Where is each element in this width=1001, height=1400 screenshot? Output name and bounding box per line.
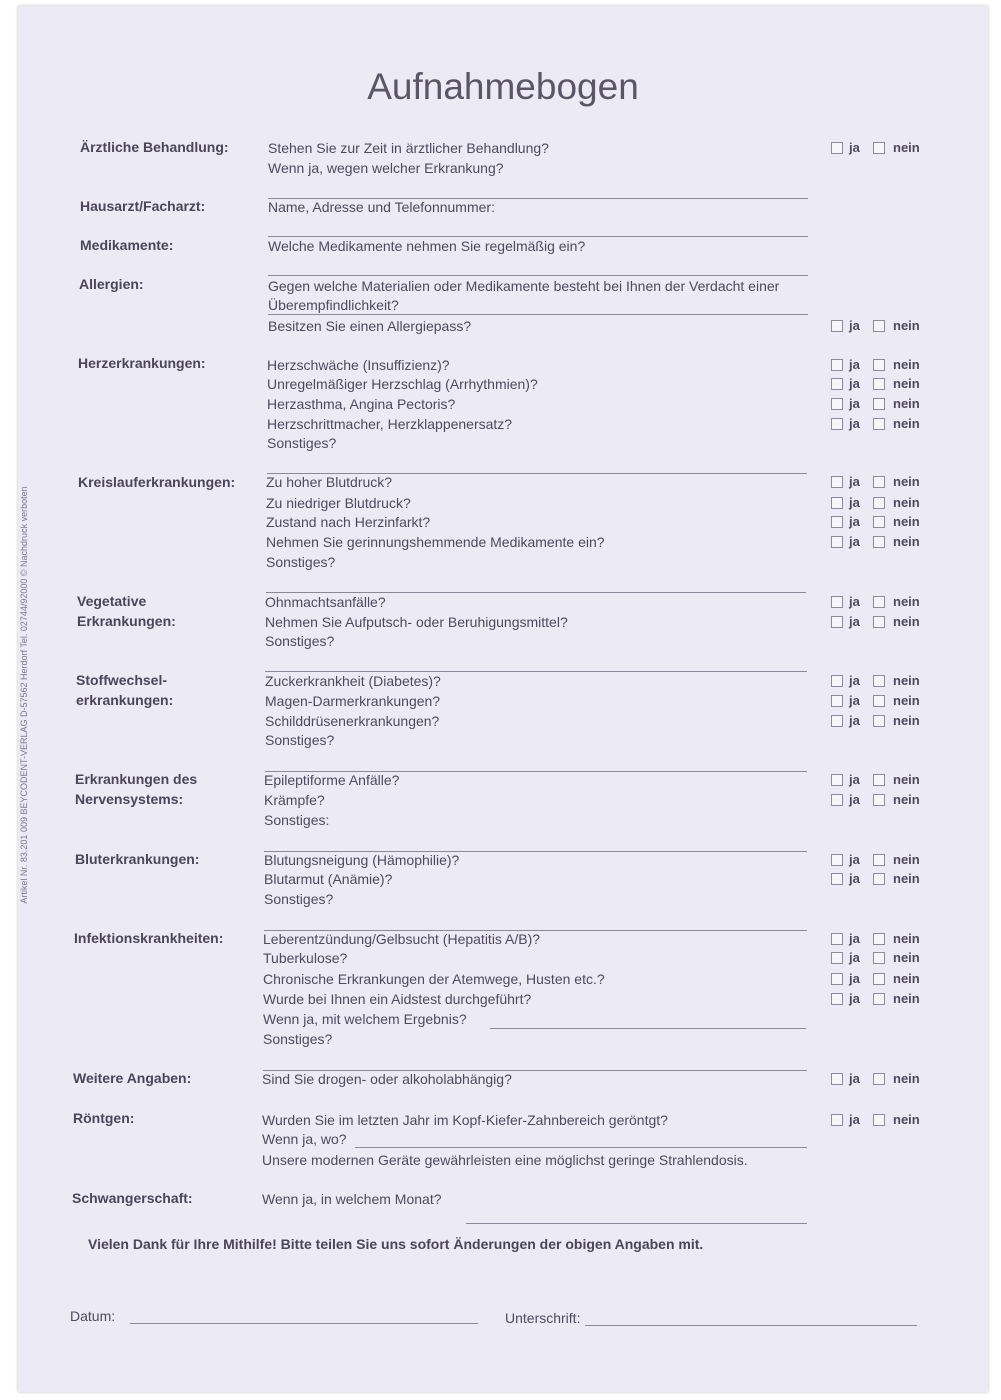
question-text: Überempfindlichkeit? <box>268 297 399 313</box>
section-label: Allergien: <box>79 276 144 292</box>
question-text: Leberentzündung/Gelbsucht (Hepatitis A/B)? <box>263 931 541 947</box>
no-checkbox[interactable] <box>873 418 885 430</box>
section-label: Ärztliche Behandlung: <box>80 139 229 155</box>
yes-label: ja <box>849 971 860 986</box>
question-text: Herzschrittmacher, Herzklappenersatz? <box>267 416 513 432</box>
yes-checkbox[interactable] <box>831 973 843 985</box>
yes-label: ja <box>849 950 860 965</box>
no-checkbox[interactable] <box>873 854 885 866</box>
yes-checkbox[interactable] <box>831 516 843 528</box>
no-label: nein <box>893 1071 920 1086</box>
section-label: Hausarzt/Facharzt: <box>80 198 206 214</box>
no-checkbox[interactable] <box>873 715 885 727</box>
no-label: nein <box>893 495 920 510</box>
question-text: Chronische Erkrankungen der Atemwege, Husten etc.? <box>263 971 605 987</box>
question-text: Sonstiges? <box>267 435 337 451</box>
section-label: Medikamente: <box>80 237 174 253</box>
no-checkbox[interactable] <box>873 142 885 154</box>
question-text: Tuberkulose? <box>263 950 348 966</box>
no-label: nein <box>893 396 920 411</box>
question-text: Sonstiges? <box>263 1031 333 1047</box>
no-checkbox[interactable] <box>873 794 885 806</box>
section-label: Vegetative Erkrankungen: <box>77 593 176 629</box>
no-label: nein <box>893 614 920 629</box>
no-label: nein <box>893 991 920 1006</box>
answer-line[interactable] <box>490 1028 806 1029</box>
question-text: Sonstiges? <box>265 732 335 748</box>
yes-checkbox[interactable] <box>831 142 843 154</box>
no-checkbox[interactable] <box>873 359 885 371</box>
no-checkbox[interactable] <box>873 378 885 390</box>
question-text: Wenn ja, mit welchem Ergebnis? <box>263 1011 467 1027</box>
date-line[interactable] <box>130 1323 478 1324</box>
no-checkbox[interactable] <box>873 497 885 509</box>
question-text: Stehen Sie zur Zeit in ärztlicher Behandlung? <box>268 140 549 156</box>
yes-label: ja <box>849 318 860 333</box>
no-label: nein <box>893 594 920 609</box>
yes-checkbox[interactable] <box>831 675 843 687</box>
yes-checkbox[interactable] <box>831 476 843 488</box>
no-checkbox[interactable] <box>873 675 885 687</box>
yes-label: ja <box>849 495 860 510</box>
yes-label: ja <box>849 693 860 708</box>
question-text: Wenn ja, wo? <box>262 1131 347 1147</box>
question-text: Blutarmut (Anämie)? <box>264 871 393 887</box>
yes-checkbox[interactable] <box>831 933 843 945</box>
yes-label: ja <box>849 474 860 489</box>
no-label: nein <box>893 931 920 946</box>
no-label: nein <box>893 514 920 529</box>
yes-label: ja <box>849 871 860 886</box>
no-checkbox[interactable] <box>873 695 885 707</box>
section-label: Herzerkrankungen: <box>78 355 206 371</box>
section-label: Erkrankungen des Nervensystems: <box>75 771 198 807</box>
yes-label: ja <box>849 772 860 787</box>
no-label: nein <box>893 971 920 986</box>
answer-line[interactable] <box>268 314 808 315</box>
no-checkbox[interactable] <box>873 1073 885 1085</box>
no-checkbox[interactable] <box>873 873 885 885</box>
yes-label: ja <box>849 534 860 549</box>
question-text: Zu hoher Blutdruck? <box>266 474 393 490</box>
no-label: nein <box>893 318 920 333</box>
question-text: Sonstiges? <box>265 633 335 649</box>
yes-label: ja <box>849 140 860 155</box>
yes-label: ja <box>849 1071 860 1086</box>
no-label: nein <box>893 950 920 965</box>
no-label: nein <box>893 713 920 728</box>
yes-checkbox[interactable] <box>831 854 843 866</box>
question-text: Welche Medikamente nehmen Sie regelmäßig ein? <box>268 238 586 254</box>
no-checkbox[interactable] <box>873 476 885 488</box>
question-text: Sind Sie drogen- oder alkoholabhängig? <box>262 1071 512 1087</box>
yes-label: ja <box>849 514 860 529</box>
yes-checkbox[interactable] <box>831 320 843 332</box>
question-text: Ohnmachtsanfälle? <box>265 594 386 610</box>
yes-checkbox[interactable] <box>831 359 843 371</box>
question-text: Krämpfe? <box>264 792 325 808</box>
no-checkbox[interactable] <box>873 516 885 528</box>
no-checkbox[interactable] <box>873 536 885 548</box>
yes-label: ja <box>849 792 860 807</box>
yes-label: ja <box>849 931 860 946</box>
yes-checkbox[interactable] <box>831 378 843 390</box>
yes-checkbox[interactable] <box>831 952 843 964</box>
no-checkbox[interactable] <box>873 952 885 964</box>
no-checkbox[interactable] <box>873 774 885 786</box>
no-label: nein <box>893 376 920 391</box>
question-text: Sonstiges: <box>264 812 330 828</box>
signature-line[interactable] <box>585 1325 917 1326</box>
no-checkbox[interactable] <box>873 320 885 332</box>
question-text: Herzasthma, Angina Pectoris? <box>267 396 456 412</box>
yes-label: ja <box>849 396 860 411</box>
question-text: Besitzen Sie einen Allergiepass? <box>268 318 472 334</box>
no-label: nein <box>893 416 920 431</box>
yes-label: ja <box>849 1112 860 1127</box>
yes-checkbox[interactable] <box>831 993 843 1005</box>
yes-checkbox[interactable] <box>831 695 843 707</box>
question-text: Wenn ja, in welchem Monat? <box>262 1191 442 1207</box>
question-text: Wurde bei Ihnen ein Aidstest durchgeführt? <box>263 991 532 1007</box>
no-label: nein <box>893 871 920 886</box>
yes-checkbox[interactable] <box>831 873 843 885</box>
yes-checkbox[interactable] <box>831 616 843 628</box>
question-text: Epileptiforme Anfälle? <box>264 772 400 788</box>
date-label: Datum: <box>70 1308 116 1324</box>
no-checkbox[interactable] <box>873 933 885 945</box>
question-text: Unsere modernen Geräte gewährleisten eine möglichst geringe Strahlendosis. <box>262 1152 748 1168</box>
question-text: Sonstiges? <box>264 891 334 907</box>
no-label: nein <box>893 140 920 155</box>
question-text: Zuckerkrankheit (Diabetes)? <box>265 673 441 689</box>
question-text: Wurden Sie im letzten Jahr im Kopf-Kiefer-Zahnbereich geröntgt? <box>262 1112 668 1128</box>
yes-label: ja <box>849 357 860 372</box>
yes-label: ja <box>849 614 860 629</box>
no-label: nein <box>893 1112 920 1127</box>
section-label: Weitere Angaben: <box>73 1070 192 1086</box>
yes-checkbox[interactable] <box>831 715 843 727</box>
section-label: Röntgen: <box>73 1110 135 1126</box>
answer-line[interactable] <box>355 1147 807 1148</box>
no-checkbox[interactable] <box>873 993 885 1005</box>
yes-label: ja <box>849 713 860 728</box>
question-text: Nehmen Sie Aufputsch- oder Beruhigungsmittel? <box>265 614 568 630</box>
yes-checkbox[interactable] <box>831 774 843 786</box>
question-text: Zu niedriger Blutdruck? <box>266 495 411 511</box>
no-checkbox[interactable] <box>873 973 885 985</box>
thanks-note: Vielen Dank für Ihre Mithilfe! Bitte teilen Sie uns sofort Änderungen der obigen Angaben mit. <box>88 1236 704 1252</box>
question-text: Herzschwäche (Insuffizienz)? <box>267 357 450 373</box>
question-text: Zustand nach Herzinfarkt? <box>266 514 431 530</box>
yes-checkbox[interactable] <box>831 794 843 806</box>
question-text: Gegen welche Materialien oder Medikamente besteht bei Ihnen der Verdacht einer <box>268 278 780 294</box>
yes-label: ja <box>849 852 860 867</box>
no-checkbox[interactable] <box>873 596 885 608</box>
question-text: Wenn ja, wegen welcher Erkrankung? <box>268 160 504 176</box>
section-label: Schwangerschaft: <box>72 1190 193 1206</box>
yes-label: ja <box>849 673 860 688</box>
no-checkbox[interactable] <box>873 1114 885 1126</box>
form-title: Aufnahmebogen <box>367 66 639 107</box>
no-label: nein <box>893 693 920 708</box>
answer-line[interactable] <box>466 1223 807 1224</box>
question-text: Name, Adresse und Telefonnummer: <box>268 199 495 215</box>
no-label: nein <box>893 673 920 688</box>
section-label: Infektionskrankheiten: <box>74 930 224 946</box>
question-text: Sonstiges? <box>266 554 336 570</box>
form-sheet <box>18 6 988 1392</box>
yes-checkbox[interactable] <box>831 596 843 608</box>
side-print-note: Artikel Nr. 83.201 009 BEYCODENT-VERLAG D-57562 Herdorf Tel. 02744/92000 © Nachdruck verboten <box>19 486 29 904</box>
no-label: nein <box>893 792 920 807</box>
no-label: nein <box>893 852 920 867</box>
yes-label: ja <box>849 416 860 431</box>
yes-checkbox[interactable] <box>831 1073 843 1085</box>
no-checkbox[interactable] <box>873 616 885 628</box>
yes-checkbox[interactable] <box>831 418 843 430</box>
yes-checkbox[interactable] <box>831 1114 843 1126</box>
yes-label: ja <box>849 376 860 391</box>
question-text: Magen-Darmerkrankungen? <box>265 693 441 709</box>
question-text: Schilddrüsenerkrankungen? <box>265 713 440 729</box>
no-checkbox[interactable] <box>873 398 885 410</box>
yes-label: ja <box>849 991 860 1006</box>
section-label: Stoffwechsel- erkrankungen: <box>76 672 174 708</box>
yes-checkbox[interactable] <box>831 497 843 509</box>
yes-checkbox[interactable] <box>831 398 843 410</box>
signature-label: Unterschrift: <box>505 1310 581 1326</box>
yes-checkbox[interactable] <box>831 536 843 548</box>
no-label: nein <box>893 772 920 787</box>
question-text: Unregelmäßiger Herzschlag (Arrhythmien)? <box>267 376 538 392</box>
question-text: Blutungsneigung (Hämophilie)? <box>264 852 460 868</box>
section-label: Bluterkrankungen: <box>75 851 200 867</box>
no-label: nein <box>893 534 920 549</box>
section-label: Kreislauferkrankungen: <box>78 474 236 490</box>
no-label: nein <box>893 357 920 372</box>
yes-label: ja <box>849 594 860 609</box>
no-label: nein <box>893 474 920 489</box>
question-text: Nehmen Sie gerinnungshemmende Medikamente ein? <box>266 534 605 550</box>
